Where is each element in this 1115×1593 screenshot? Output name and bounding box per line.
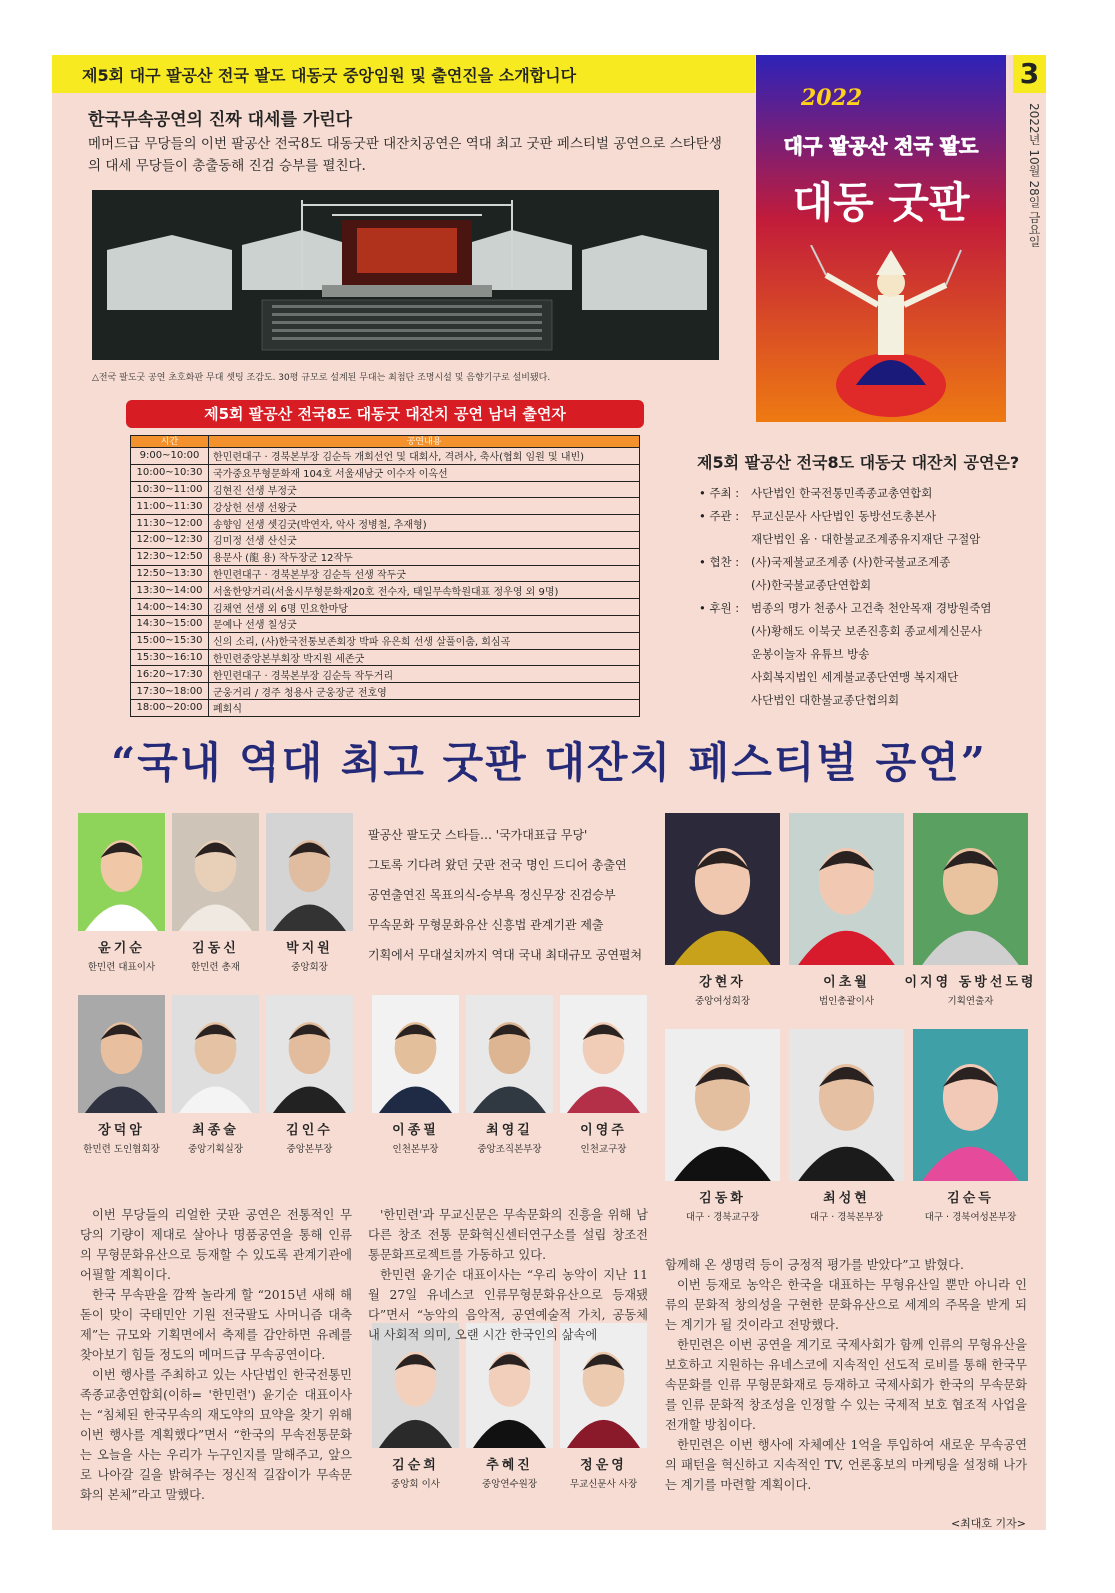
person-title: 중앙여성회장 [694,996,751,1007]
tagline: 공연출연진 목표의식-승부욕 정신무장 진검승부 [368,888,616,902]
schedule-row: 14:30~15:00 문예나 선생 칠성굿 [131,615,640,632]
body-column-2: '한민련'과 무교신문은 무속문화의 진흥을 위해 남다른 창조 전통 문화혁신센터연구소를 설립 창조전통문화프로젝트를 가동하고 있다. 한민련 윤기순 대표이사는 “우리 농악이 지난 11월 27일 유네스코 인류무형문화유산으로 등재됐다”면서 “농악의 음악적, 공연예술적 가치, 공동체 내 사회적 의미, 오랜 시간 한국인의 삶속에 [368,1208,648,1342]
body-column-1: 이번 무당들의 리얼한 굿판 공연은 전통적인 무당의 기량이 제대로 살아나 명품공연을 통해 인류의 무형문화유산으로 등재할 수 있도록 관계기관에 어필할 계획이다. 한국 무속판을 깜짝 놀라게 할 “2015년 새해 해돋이 맞이 국태민안 기원 전국팔도 사머니즘 대축제”는 규모와 기획면에서 축제를 감안하면 유례를 찾아보기 힘들 정도의 메머드급 무속공연이다. 이번 행사를 주최하고 있는 사단법인 한국전통민족종교총연합회(이하= '한민련') 윤기순 대표이사는 “침체된 한국무속의 재도약의 묘약을 찾기 위해 이번 행사를 계획했다”면서 “한국의 무속전통문화는 오늘을 사는 우리가 누구인지를 말해주고, 앞으로 나아갈 길을 밝혀주는 정신적 길잡이가 무속문화의 본체”라고 말했다. [80,1208,352,1502]
person-title: 중앙연수원장 [481,1479,538,1490]
person-name: 김순득 [947,1191,994,1206]
schedule-row: 17:30~18:00 군웅거리 / 경주 청용사 군웅장군 전호영 [131,683,640,700]
person-title: 중앙회 이사 [391,1479,440,1490]
person-name: 추혜진 [486,1458,533,1473]
person-name: 이종필 [392,1123,439,1138]
schedule-row: 12:50~13:30 한민련대구 · 경북본부장 김순득 선생 작두굿 [131,565,640,582]
person-name: 장덕암 [98,1123,145,1138]
person-title: 중앙회장 [291,962,328,973]
portrait-photo [172,813,259,931]
person-title: 한민련 총재 [191,962,240,973]
person-name: 윤기순 [98,941,145,956]
person-title: 대구 · 경북여성본부장 [924,1212,1017,1223]
schedule-row: 12:00~12:30 김미정 선생 산신굿 [131,531,640,548]
main-headline: “국내 역대 최고 굿판 대잔치 페스티벌 공연” [111,738,987,787]
tagline: 기획에서 무대설치까지 역대 국내 최대규모 공연펼쳐 [368,948,643,962]
poster-year: 2022 [801,85,863,111]
organizers-list: • 주최 : 사단법인 한국전통민족종교총연합회 • 주관 : 무교신문사 사단법인 동방선도총본사 재단법인 옴 · 대한불교조계종유지재단 구절암 • 협찬 : (사)국제불교조계종 (사)한국불교조계종 (사)한국불교종단연합회 • 후원 : 범종의 명가 천종사 고건축 천안목재 경방원죽염 (사)황해도 이북굿 보존진흥회 종교세계신문사 운봉이놀자 유튜브 방송 사회복지법인 세계불교종단연맹 복지재단 사단법인 대한불교종단협의회 [699,486,992,707]
dancer-illustration [796,245,966,420]
body-column-3: 함께해 온 생명력 등이 긍정적 평가를 받았다”고 밝혔다. 이번 등재로 농악은 한국을 대표하는 무형유산일 뿐만 아니라 인류의 문화적 창의성을 구현한 문화유산으로 세계의 주목을 받게 되는 계기가 될 것이라고 전망했다. 한민련은 이번 공연을 계기로 국제사회가 함께 인류의 무형유산을 보호하고 지원하는 유네스코에 지속적인 선도적 로비를 통해 한국무속문화를 인류 무형문화재로 등재하고 국제사회가 한국의 무속문화를 인류 문화적 창조성을 인정할 수 있는 국제적 보호 협조적 사업을 전개할 방침이다. 한민련은 이번 행사에 자체예산 1억을 투입하여 새로운 무속공연의 패턴을 혁신하고 지속적인 TV, 언론홍보의 마케팅을 설정해 나가는 계기를 마련할 계획이다. [665,1258,1027,1492]
person-title: 인천본부장 [392,1144,439,1155]
person-title: 대구 · 경북본부장 [809,1212,884,1223]
issue-date: 2022년 10월 28일 금요일 [1027,103,1041,248]
schedule-row: 15:00~15:30 신의 소리, (사)한국전통보존회장 박파 유은희 선생 살풀이춤, 회심곡 [131,632,640,649]
person-name: 김인수 [286,1123,333,1138]
portrait-photo [665,813,780,965]
organizers-title: 제5회 팔공산 전국8도 대동굿 대잔치 공연은? [697,453,1020,472]
poster-subtitle: 대구 팔공산 전국 팔도 [783,134,979,158]
portrait-photo [466,995,553,1113]
person-name: 이영주 [580,1123,627,1138]
portrait-photo [665,1029,780,1181]
schedule-col-content: 공연내용 [209,436,640,448]
person-title: 무교신문사 사장 [569,1479,638,1490]
portrait-photo [789,1029,904,1181]
schedule-row: 11:00~11:30 강상헌 선생 선왕굿 [131,498,640,515]
person-name: 김순희 [392,1458,439,1473]
schedule-row: 14:00~14:30 김채연 선생 외 6명 민요한마당 [131,599,640,616]
schedule-row: 18:00~20:00 폐회식 [131,699,640,716]
schedule-row: 13:30~14:00 서울한양거리(서울시무형문화재20호 전수자, 태일무속학원대표 정우영 외 9명) [131,582,640,599]
person-name: 최종술 [192,1123,239,1138]
person-name: 박지원 [286,941,333,956]
schedule-row: 15:30~16:10 한민련중앙본부회장 박지원 세존굿 [131,649,640,666]
event-poster [756,55,1006,422]
schedule-row: 10:30~11:00 김현진 선생 부정굿 [131,481,640,498]
newspaper-page [52,55,1046,1530]
person-name: 이지영 동방선도령 [904,975,1037,990]
page-number: 3 [1013,55,1046,93]
portrait-photo [266,995,353,1113]
portrait-photo [172,995,259,1113]
person-title: 인천교구장 [580,1144,627,1155]
schedule-table [130,435,640,717]
byline: <최대호 기자> [950,1517,1026,1530]
person-title: 대구 · 경북교구장 [685,1212,760,1223]
poster-title: 대동 굿판 [792,178,970,227]
tagline: 무속문화 무형문화유산 신흥법 관계기관 제출 [368,918,604,932]
tagline: 그토록 기다려 왔던 굿판 전국 명인 드디어 총출연 [368,858,627,872]
portrait-photo [789,813,904,965]
schedule-row: 10:00~10:30 국가중요무형문화재 104호 서울새남굿 이수자 이옥선 [131,464,640,481]
intro-heading: 한국무속공연의 진짜 대세를 가린다 [88,110,353,130]
top-banner: 제5회 대구 팔공산 전국 팔도 대동굿 중앙임원 및 출연진을 소개합니다 [52,55,755,93]
person-title: 중앙기획실장 [187,1144,244,1155]
person-title: 법인총괄이사 [818,996,875,1007]
person-name: 최영길 [486,1123,533,1138]
stage-rendering [92,190,719,360]
portrait-photo [913,813,1028,965]
portrait-photo [266,813,353,931]
stage-caption: △전국 팔도굿 공연 초호화판 무대 셋팅 조감도. 30평 규모로 설계된 무대는 최첨단 조명시설 및 음향기구로 설비됐다. [92,373,551,383]
person-name: 이초월 [823,975,870,990]
person-title: 중앙본부장 [286,1144,333,1155]
tagline-list [368,820,642,970]
person-name: 강현자 [699,975,746,990]
portrait-photo [372,995,459,1113]
person-title: 한민련 도인협회장 [83,1144,160,1155]
schedule-title: 제5회 팔공산 전국8도 대동굿 대잔치 공연 남녀 출연자 [126,400,644,428]
person-name: 정운영 [580,1458,627,1473]
person-name: 김동화 [699,1191,746,1206]
person-name: 최성현 [823,1191,870,1206]
schedule-row: 11:30~12:00 송향임 선생 셋김굿(박연자, 악사 정병철, 추재형) [131,515,640,532]
schedule-col-time: 시간 [131,436,209,448]
portrait-photo [78,995,165,1113]
schedule-row: 16:20~17:30 한민련대구 · 경북본부장 김순득 작두거리 [131,666,640,683]
person-title: 중앙조직본부장 [477,1144,542,1155]
person-title: 기획연출자 [947,996,994,1007]
schedule-row: 12:30~12:50 용문사 (龍 용) 작두장군 12작두 [131,548,640,565]
intro-lead: 메머드급 무당들의 이번 팔공산 전국8도 대동굿판 대잔치공연은 역대 최고 굿판 페스티벌 공연으로 스타탄생의 대세 무당들이 총출동해 진검 승부를 펼친다. [88,136,722,174]
schedule-row: 9:00~10:00 한민련대구 · 경북본부장 김순득 개회선언 및 대회사, 격려사, 축사(협회 임원 및 내빈) [131,448,640,465]
portrait-photo [78,813,165,931]
portrait-photo [560,995,647,1113]
portrait-photo [913,1029,1028,1181]
person-title: 한민련 대표이사 [87,962,156,973]
tagline: 팔공산 팔도굿 스타들… '국가대표급 무당' [368,828,588,842]
person-name: 김동신 [192,941,239,956]
